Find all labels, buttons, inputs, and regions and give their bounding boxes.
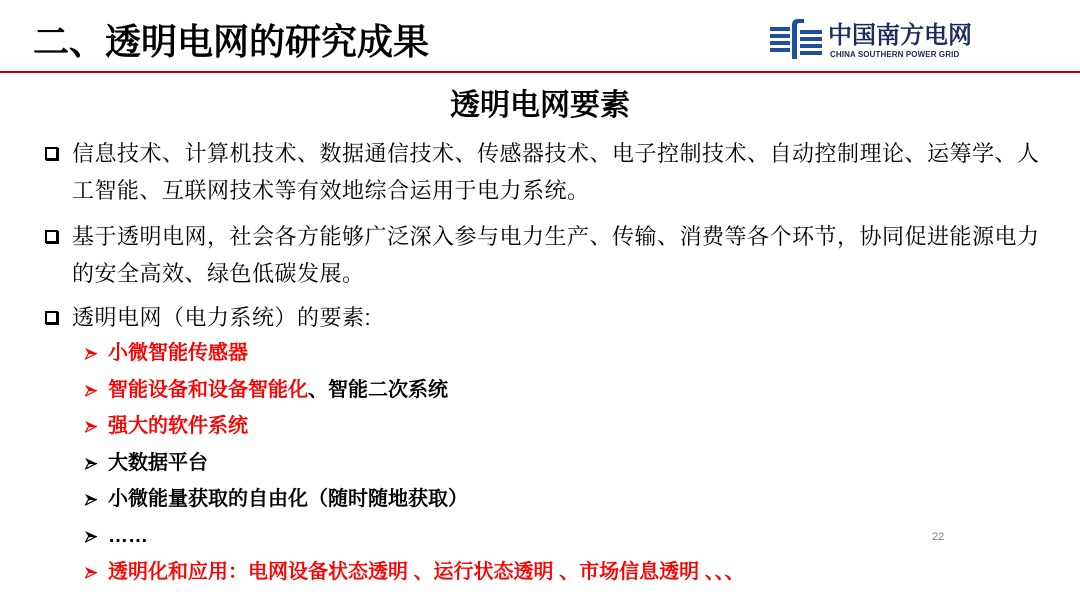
- slide-subtitle: 透明电网要素: [450, 89, 630, 122]
- bullet-line: 的安全高效、绿色低碳发展。: [72, 261, 365, 286]
- sub-bullet-text: 透明化和应用：电网设备状态透明 、运行状态透明 、市场信息透明 、、、: [108, 561, 745, 583]
- sub-bullet-text: 、智能二次系统: [308, 378, 448, 401]
- sub-bullet-text: 大数据平台: [108, 451, 208, 474]
- arrow-bullet-icon: [84, 530, 98, 543]
- bullet-line: 透明电网（电力系统）的要素:: [72, 305, 372, 330]
- csg-logo-icon: [770, 19, 822, 59]
- sub-bullet-item: [0, 408, 1080, 445]
- square-bullet-icon: [45, 311, 58, 324]
- sub-bullet-text: 小微智能传感器: [108, 342, 248, 364]
- arrow-bullet-icon: [84, 457, 98, 470]
- arrow-bullet-icon: [84, 384, 98, 397]
- sub-bullet-item: [0, 518, 1080, 555]
- slide-title: 二、透明电网的研究成果: [33, 21, 430, 62]
- square-bullet-icon: [45, 147, 58, 160]
- bullet-line: 工智能、互联网技术等有效地综合运用于电力系统。: [72, 178, 590, 203]
- square-bullet-icon: [45, 230, 58, 243]
- logo-name-en: CHINA SOUTHERN POWER GRID: [830, 50, 960, 59]
- sub-bullet-text: ……: [108, 524, 148, 547]
- arrow-bullet-icon: [84, 493, 98, 506]
- sub-bullet-item: [0, 372, 1080, 409]
- sub-bullet-item: [0, 335, 1080, 372]
- bullet-line: 信息技术、计算机技术、数据通信技术、传感器技术、电子控制技术、自动控制理论、运筹学、人: [72, 141, 1040, 166]
- page-number: 22: [932, 531, 945, 543]
- sub-bullet-list: [0, 335, 1080, 591]
- sub-bullet-text-highlight: 智能设备和设备智能化: [108, 378, 308, 401]
- sub-bullet-item: [0, 445, 1080, 482]
- logo-name-cn: 中国南方电网: [828, 22, 972, 49]
- bullet-line: 基于透明电网，社会各方能够广泛深入参与电力生产、传输、消费等各个环节，协同促进能源电力: [72, 224, 1040, 249]
- arrow-bullet-icon: [84, 566, 98, 579]
- arrow-bullet-icon: [84, 347, 98, 360]
- sub-bullet-text: 强大的软件系统: [108, 415, 248, 437]
- header-divider: [0, 71, 1080, 73]
- arrow-bullet-icon: [84, 420, 98, 433]
- sub-bullet-item: [0, 554, 1080, 591]
- sub-bullet-text: 小微能量获取的自由化（随时随地获取）: [108, 488, 468, 510]
- sub-bullet-item: [0, 481, 1080, 518]
